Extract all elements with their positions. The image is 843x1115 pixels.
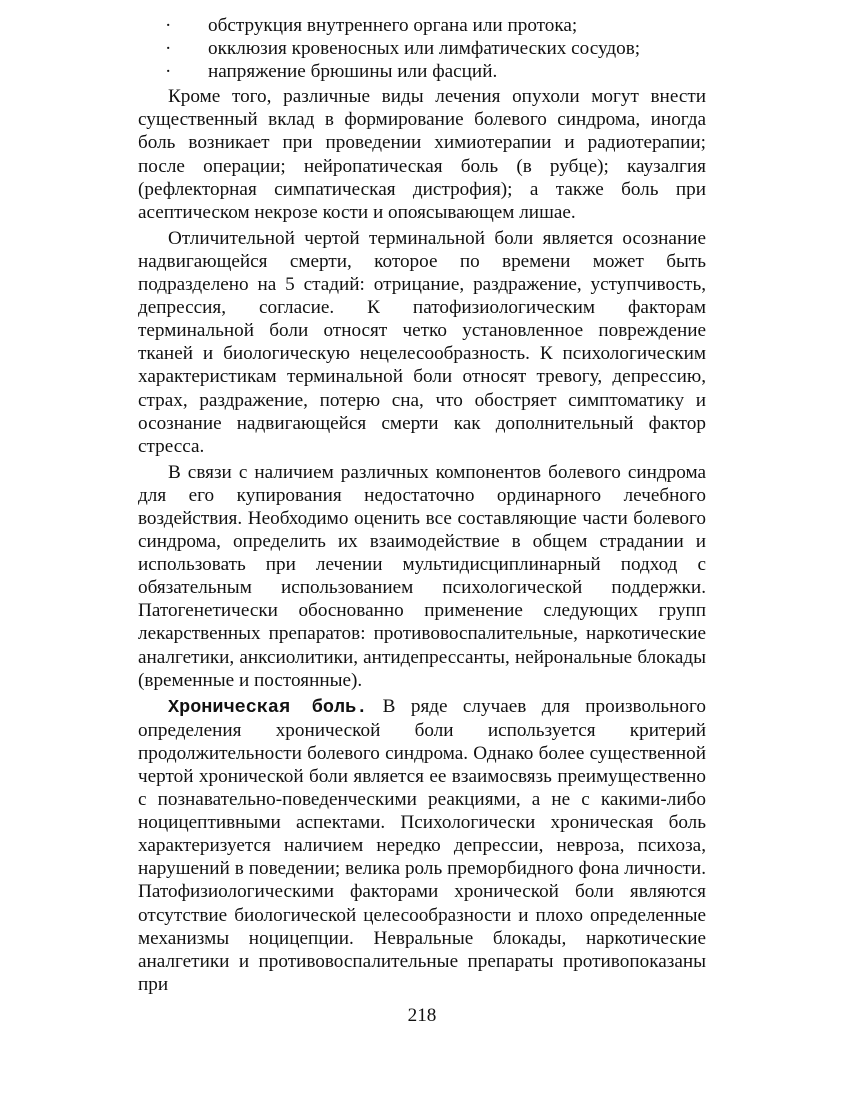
bullet-text: напряжение брюшины или фасций. — [208, 61, 498, 83]
bullet-marker: · — [165, 61, 172, 83]
bullet-text: окклюзия кровеносных или лимфатических сосудов; — [208, 38, 641, 60]
paragraph-text: В связи с наличием различных компонентов болевого синдрома для его купирования недостаточно ординарного лечебного воздействия. Необходимо оценить все составляющие части болевого синдрома, определить их взаимодействие в общем страдании и использовать при лечении мультидисциплинарный подход с обязательным использованием психологической поддержки. Патогенетически обоснованно применение следующих групп лекарственных препаратов: противовоспалительные, наркотические аналгетики, анксиолитики, антидепрессанты, нейрональные блокады (временные и постоянные). — [138, 461, 706, 691]
page-number: 218 — [407, 1004, 437, 1026]
paragraph-terminal-pain — [138, 227, 706, 458]
paragraph-text: В ряде случаев для произвольного определения хронической боли используется критерий продолжительности болевого синдрома. Однако более существенной чертой хронической боли является ее взаимосвязь преимущественно с познавательно-поведенческими реакциями, а не с какими-либо ноцицептивными аспектами. Психологически хроническая боль характеризуется наличием нередко депрессии, невроза, психоза, нарушений в поведении; велика роль преморбидного фона личности. Патофизиологическими факторами хронической боли являются отсутствие биологической целесообразности и плохо определенные механизмы ноцицепции. Невральные блокады, наркотические аналгетики и противовоспалительные препараты противопоказаны при — [138, 695, 706, 995]
paragraph-chronic-pain — [138, 695, 706, 996]
section-heading: Хроническая боль. — [168, 696, 368, 718]
bullet-item — [138, 14, 706, 37]
bullet-marker: · — [165, 15, 172, 36]
bullet-item — [138, 37, 706, 60]
bullet-marker: · — [165, 38, 172, 60]
bullet-list — [138, 14, 706, 83]
book-page — [138, 14, 706, 1027]
bullet-item — [138, 60, 706, 83]
paragraph-treatment-pain — [138, 85, 706, 224]
bullet-text: обструкция внутреннего органа или протока; — [208, 15, 578, 36]
paragraph-text: Отличительной чертой терминальной боли является осознание надвигающейся смерти, которое по времени может быть подразделено на 5 стадий: отрицание, раздражение, уступчивость, депрессия, согласие. К патофизиологическим факторам терминальной боли относят четко установленное повреждение тканей и биологическую нецелесообразность. К психологическим характеристикам терминальной боли относят тревогу, депрессию, страх, раздражение, потерю сна, что обостряет симптоматику и осознание надвигающейся смерти как дополнительный фактор стресса. — [138, 227, 706, 457]
paragraph-pain-components — [138, 461, 706, 692]
paragraph-text: Кроме того, различные виды лечения опухоли могут внести существенный вклад в формирование болевого синдрома, иногда боль возникает при проведении химиотерапии и радиотерапии; после операции; нейропатическая боль (в рубце); каузалгия (рефлекторная симпатическая дистрофия); а также боль при асептическом некрозе кости и опоясывающем лишае. — [138, 86, 706, 223]
